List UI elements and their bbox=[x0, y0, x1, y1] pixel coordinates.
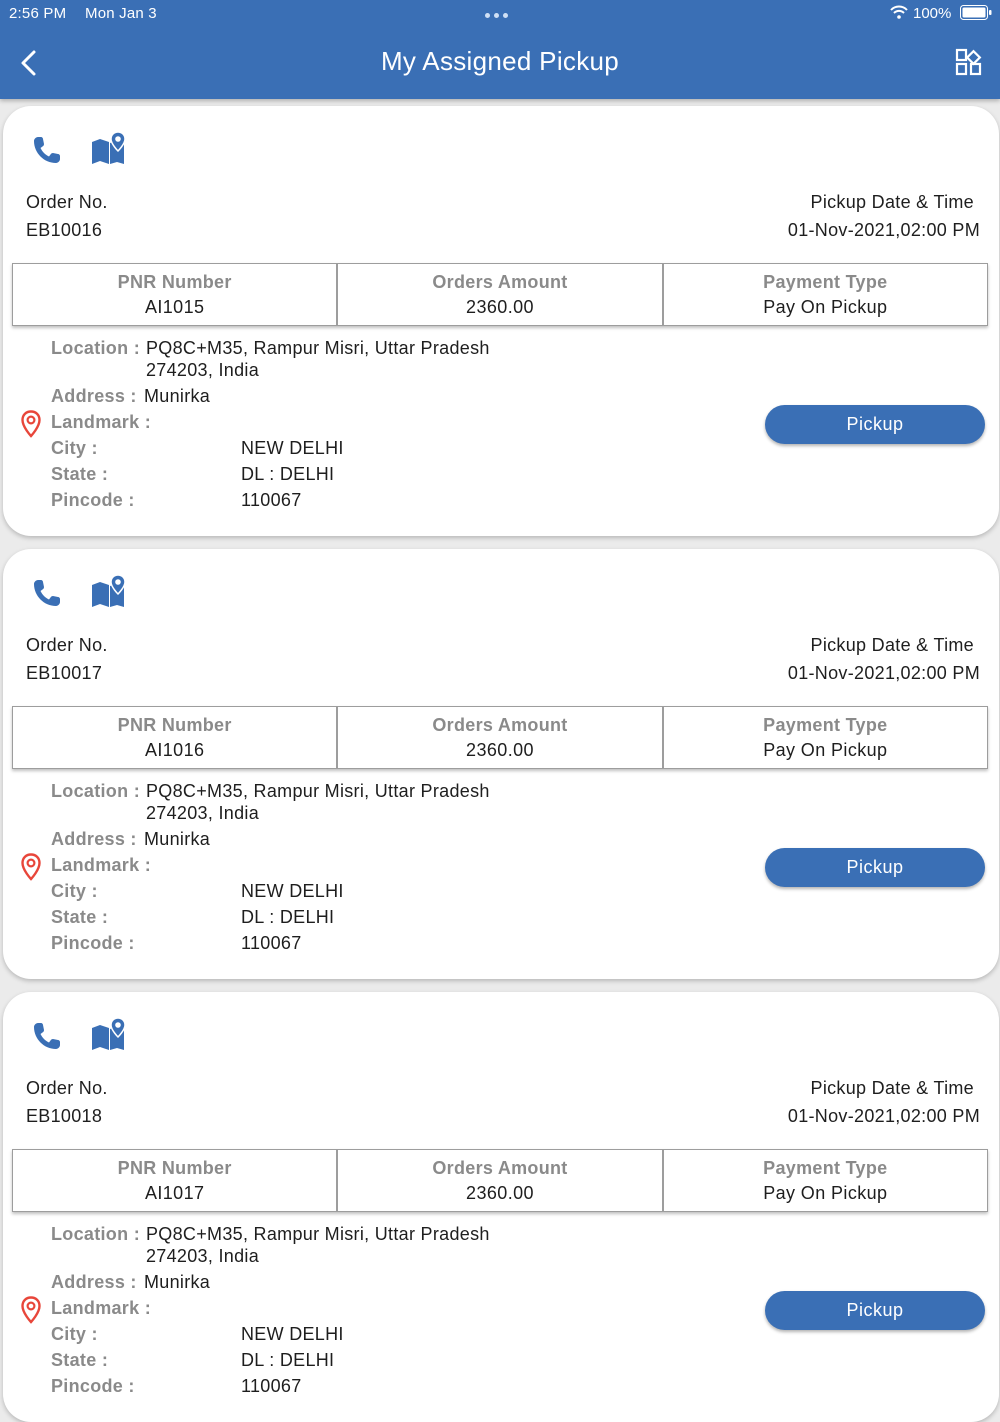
location-value-line2: 274203, India bbox=[146, 1246, 259, 1266]
pincode-value: 110067 bbox=[241, 933, 302, 953]
state-value: DL : DELHI bbox=[241, 907, 335, 927]
battery-percent: 100% bbox=[913, 5, 952, 22]
map-pin-icon[interactable] bbox=[90, 573, 128, 609]
location-value-line1: PQ8C+M35, Rampur Misri, Uttar Pradesh bbox=[146, 338, 490, 358]
state-label: State : bbox=[51, 1350, 109, 1370]
pickup-order-card bbox=[3, 549, 999, 979]
amount-cell bbox=[338, 707, 663, 768]
pickup-datetime-label: Pickup Date & Time bbox=[810, 1078, 974, 1098]
state-value: DL : DELHI bbox=[241, 1350, 335, 1370]
multitask-dots-icon[interactable] bbox=[485, 13, 508, 18]
battery-icon bbox=[960, 5, 992, 20]
location-label: Location : bbox=[51, 781, 140, 801]
state-label: State : bbox=[51, 907, 109, 927]
order-no-value: EB10017 bbox=[26, 663, 103, 683]
state-value: DL : DELHI bbox=[241, 464, 335, 484]
payment-value: Pay On Pickup bbox=[763, 739, 888, 760]
location-pin-icon bbox=[21, 1296, 41, 1324]
landmark-label: Landmark : bbox=[51, 412, 152, 432]
address-value: Munirka bbox=[144, 386, 211, 406]
landmark-label: Landmark : bbox=[51, 1298, 152, 1318]
order-no-label: Order No. bbox=[26, 1078, 108, 1098]
city-value: NEW DELHI bbox=[241, 1324, 344, 1344]
pnr-value: AI1017 bbox=[144, 1182, 205, 1203]
amount-header: Orders Amount bbox=[432, 271, 568, 292]
amount-value: 2360.00 bbox=[466, 739, 534, 760]
city-label: City : bbox=[51, 438, 98, 458]
pnr-value: AI1015 bbox=[144, 296, 205, 317]
status-time: 2:56 PM bbox=[9, 5, 67, 22]
phone-icon[interactable] bbox=[31, 577, 63, 609]
amount-value: 2360.00 bbox=[466, 1182, 534, 1203]
payment-value: Pay On Pickup bbox=[763, 1182, 888, 1203]
payment-cell bbox=[664, 707, 987, 768]
order-no-label: Order No. bbox=[26, 192, 108, 212]
city-value: NEW DELHI bbox=[241, 881, 344, 901]
pickup-datetime-label: Pickup Date & Time bbox=[810, 635, 974, 655]
pickup-button[interactable]: Pickup bbox=[765, 405, 985, 444]
amount-cell bbox=[338, 264, 663, 325]
location-value-line2: 274203, India bbox=[146, 360, 259, 380]
amount-header: Orders Amount bbox=[432, 1157, 568, 1178]
phone-icon[interactable] bbox=[31, 1020, 63, 1052]
order-info-table bbox=[12, 263, 988, 326]
pickup-datetime-label: Pickup Date & Time bbox=[810, 192, 974, 212]
payment-header: Payment Type bbox=[763, 271, 888, 292]
location-pin-icon bbox=[21, 410, 41, 438]
pickup-datetime-value: 01-Nov-2021,02:00 PM bbox=[787, 1106, 980, 1126]
status-date: Mon Jan 3 bbox=[85, 5, 157, 22]
payment-header: Payment Type bbox=[763, 714, 888, 735]
order-no-label: Order No. bbox=[26, 635, 108, 655]
pnr-cell bbox=[13, 1150, 338, 1211]
pickup-button[interactable]: Pickup bbox=[765, 848, 985, 887]
pickup-datetime-value: 01-Nov-2021,02:00 PM bbox=[787, 220, 980, 240]
pickup-datetime-value: 01-Nov-2021,02:00 PM bbox=[787, 663, 980, 683]
pnr-header: PNR Number bbox=[117, 1157, 232, 1178]
grid-scan-icon[interactable] bbox=[955, 48, 983, 76]
order-info-table bbox=[12, 706, 988, 769]
amount-header: Orders Amount bbox=[432, 714, 568, 735]
pickup-order-card bbox=[3, 992, 999, 1422]
pincode-value: 110067 bbox=[241, 1376, 302, 1396]
pincode-label: Pincode : bbox=[51, 1376, 135, 1396]
pnr-cell bbox=[13, 264, 338, 325]
map-pin-icon[interactable] bbox=[90, 1016, 128, 1052]
location-value-line2: 274203, India bbox=[146, 803, 259, 823]
order-no-value: EB10016 bbox=[26, 220, 103, 240]
order-no-value: EB10018 bbox=[26, 1106, 103, 1126]
address-value: Munirka bbox=[144, 1272, 211, 1292]
location-label: Location : bbox=[51, 1224, 140, 1244]
location-value-line1: PQ8C+M35, Rampur Misri, Uttar Pradesh bbox=[146, 781, 490, 801]
landmark-label: Landmark : bbox=[51, 855, 152, 875]
state-label: State : bbox=[51, 464, 109, 484]
pincode-label: Pincode : bbox=[51, 490, 135, 510]
payment-header: Payment Type bbox=[763, 1157, 888, 1178]
map-pin-icon[interactable] bbox=[90, 130, 128, 166]
address-label: Address : bbox=[51, 386, 137, 406]
payment-value: Pay On Pickup bbox=[763, 296, 888, 317]
address-label: Address : bbox=[51, 1272, 137, 1292]
pickup-button[interactable]: Pickup bbox=[765, 1291, 985, 1330]
pincode-value: 110067 bbox=[241, 490, 302, 510]
city-label: City : bbox=[51, 1324, 98, 1344]
page-title: My Assigned Pickup bbox=[380, 46, 620, 76]
app-header bbox=[0, 0, 1000, 99]
pnr-header: PNR Number bbox=[117, 714, 232, 735]
address-label: Address : bbox=[51, 829, 137, 849]
pnr-cell bbox=[13, 707, 338, 768]
order-info-table bbox=[12, 1149, 988, 1212]
pickup-order-card bbox=[3, 106, 999, 536]
pnr-value: AI1016 bbox=[144, 739, 205, 760]
location-label: Location : bbox=[51, 338, 140, 358]
payment-cell bbox=[664, 1150, 987, 1211]
wifi-icon bbox=[890, 5, 908, 19]
city-value: NEW DELHI bbox=[241, 438, 344, 458]
location-value-line1: PQ8C+M35, Rampur Misri, Uttar Pradesh bbox=[146, 1224, 490, 1244]
phone-icon[interactable] bbox=[31, 134, 63, 166]
payment-cell bbox=[664, 264, 987, 325]
city-label: City : bbox=[51, 881, 98, 901]
location-pin-icon bbox=[21, 853, 41, 881]
address-value: Munirka bbox=[144, 829, 211, 849]
amount-value: 2360.00 bbox=[466, 296, 534, 317]
pnr-header: PNR Number bbox=[117, 271, 232, 292]
pincode-label: Pincode : bbox=[51, 933, 135, 953]
amount-cell bbox=[338, 1150, 663, 1211]
